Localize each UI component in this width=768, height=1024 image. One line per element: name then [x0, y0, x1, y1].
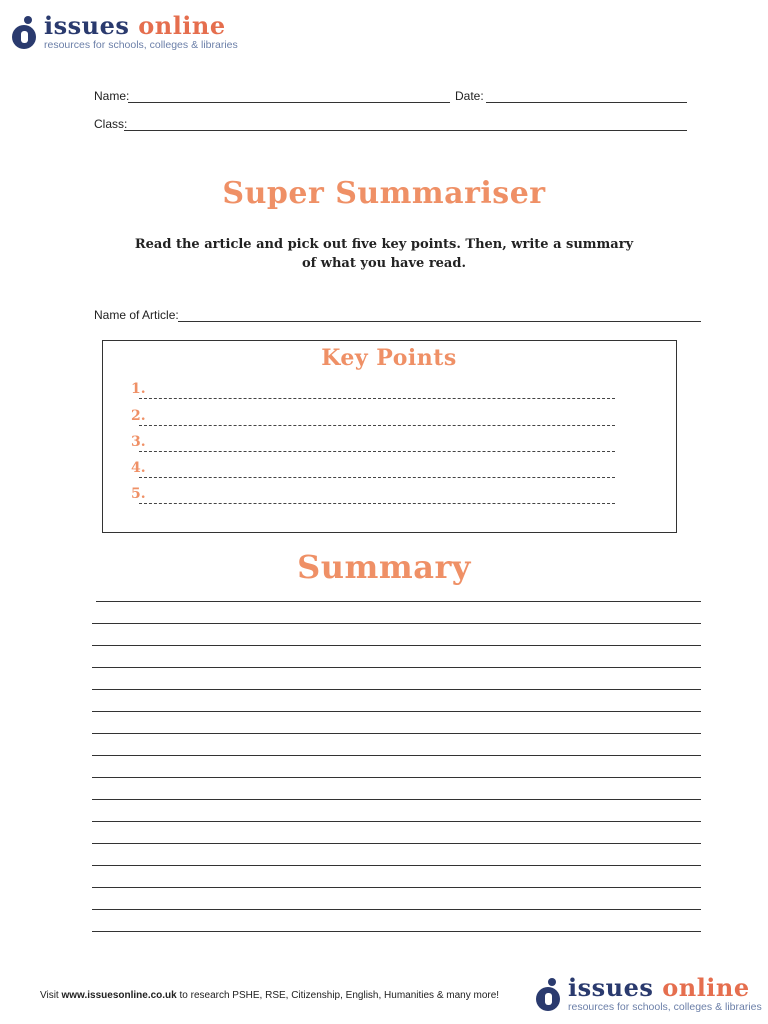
- footer-description: to research PSHE, RSE, Citizenship, English, Humanities & many more!: [179, 990, 500, 1001]
- summary-line[interactable]: [92, 821, 701, 822]
- summary-line[interactable]: [92, 799, 701, 800]
- instructions: [110, 235, 658, 273]
- logo-icon: [12, 16, 42, 50]
- summary-line[interactable]: [92, 909, 701, 910]
- logo-tagline: resources for schools, colleges & libraries: [568, 1001, 762, 1013]
- class-field[interactable]: [124, 130, 687, 131]
- summary-line[interactable]: [92, 623, 701, 624]
- summary-line[interactable]: [92, 865, 701, 866]
- key-point-line-2[interactable]: [139, 425, 615, 426]
- summary-line[interactable]: [92, 711, 701, 712]
- key-point-number-1: 1.: [131, 381, 146, 397]
- key-point-line-3[interactable]: [139, 451, 615, 452]
- footer-visit: Visit: [40, 990, 59, 1001]
- summary-line[interactable]: [92, 887, 701, 888]
- key-point-number-4: 4.: [131, 460, 146, 476]
- key-point-line-4[interactable]: [139, 477, 615, 478]
- logo-wordmark: [44, 11, 238, 40]
- instructions-line-1: Read the article and pick out five key points. Then, write a summary: [134, 237, 634, 252]
- logo-icon: [536, 978, 566, 1012]
- logo-wordmark: [568, 973, 762, 1002]
- footer-logo: [536, 973, 762, 1013]
- key-point-number-2: 2.: [131, 408, 146, 424]
- key-point-number-3: 3.: [131, 434, 146, 450]
- footer-link[interactable]: www.issuesonline.co.uk: [61, 990, 177, 1001]
- instructions-line-2: of what you have read.: [302, 256, 466, 271]
- summary-line[interactable]: [92, 689, 701, 690]
- header-logo: [12, 11, 238, 51]
- summary-line[interactable]: [92, 777, 701, 778]
- page-title: Super Summariser: [222, 176, 546, 211]
- summary-line[interactable]: [92, 931, 701, 932]
- date-field[interactable]: [486, 102, 687, 103]
- name-label: Name:: [94, 89, 130, 103]
- summary-line[interactable]: [92, 667, 701, 668]
- key-points-box: [102, 340, 677, 533]
- name-field[interactable]: [128, 102, 450, 103]
- logo-word-online: online: [662, 973, 750, 1002]
- key-point-line-5[interactable]: [139, 503, 615, 504]
- logo-word-issues: issues: [568, 973, 654, 1002]
- article-label: Name of Article:: [94, 308, 179, 322]
- key-points-heading: Key Points: [321, 345, 457, 371]
- summary-line[interactable]: [92, 733, 701, 734]
- class-label: Class:: [94, 117, 128, 131]
- summary-line[interactable]: [92, 843, 701, 844]
- logo-word-online: online: [138, 11, 226, 40]
- logo-word-issues: issues: [44, 11, 130, 40]
- summary-line[interactable]: [96, 601, 701, 602]
- logo-tagline: resources for schools, colleges & libraries: [44, 39, 238, 51]
- date-label: Date:: [455, 89, 484, 103]
- key-point-line-1[interactable]: [139, 398, 615, 399]
- summary-line[interactable]: [92, 645, 701, 646]
- article-field[interactable]: [178, 321, 701, 322]
- summary-heading: Summary: [297, 548, 471, 586]
- footer-note: [40, 990, 499, 1001]
- key-point-number-5: 5.: [131, 486, 146, 502]
- summary-line[interactable]: [92, 755, 701, 756]
